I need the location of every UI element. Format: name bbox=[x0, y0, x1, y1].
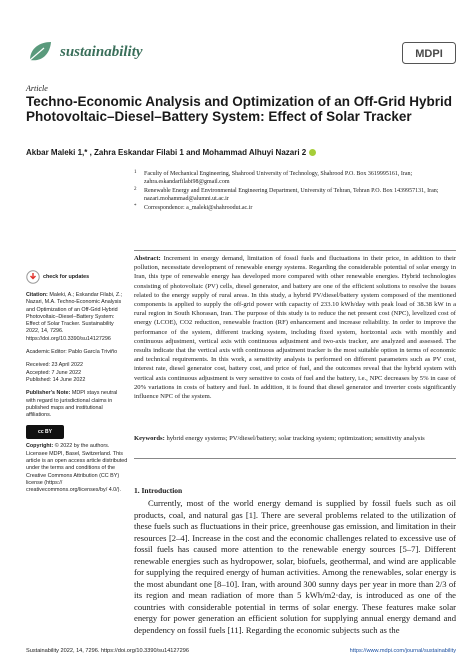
citation: Citation: Maleki, A.; Eskandar Filabi, Z.; Nazari, M.A. Techno-Economic Analysis and Optimization of an Off-Grid Hybrid Photovoltaic–Diesel–Battery System: Effect of Solar Tracker. Sustainability 2022, 14, 7296. https://doi.org/10.3390/su14127296 bbox=[26, 292, 123, 342]
journal-name: sustainability bbox=[60, 44, 143, 60]
received-date: Received: 23 April 2022 bbox=[26, 362, 83, 369]
section-heading: 1. Introduction bbox=[134, 486, 183, 495]
footer-citation: Sustainability 2022, 14, 7296. https://doi.org/10.3390/su14127296 bbox=[26, 648, 189, 654]
keywords-bottom-rule bbox=[134, 458, 456, 459]
cc-license-badge[interactable]: cc BY bbox=[26, 425, 64, 439]
check-updates-icon bbox=[26, 270, 40, 284]
keywords: Keywords: hybrid energy systems; PV/diesel/battery; solar tracking system; optimization; sensitivity analysis bbox=[134, 435, 425, 442]
article-type: Article bbox=[26, 84, 48, 93]
academic-editor: Academic Editor: Pablo García Triviño bbox=[26, 349, 118, 356]
affiliation-2: 2 Renewable Energy and Environmental Engineering Department, University of Tehran, Tehran P.O. Box 1439957131, Iran; nazari.mohammad@alumni.ut.ac.ir bbox=[134, 187, 439, 202]
accepted-date: Accepted: 7 June 2022 bbox=[26, 369, 82, 376]
svg-text:MDPI: MDPI bbox=[415, 48, 443, 60]
journal-header bbox=[26, 38, 456, 68]
check-for-updates-button[interactable]: check for updates bbox=[26, 270, 128, 284]
published-date: Published: 14 June 2022 bbox=[26, 376, 86, 383]
affiliations bbox=[134, 170, 454, 213]
journal-link[interactable]: https://www.mdpi.com/journal/sustainability bbox=[349, 648, 456, 654]
copyright: Copyright: © 2022 by the authors. Licensee MDPI, Basel, Switzerland. This article is an open access article distributed under the terms and conditions of the Creative Commons Attribution (CC BY) license (https:// creativecommons.org/licenses/by/ 4.0/). bbox=[26, 443, 128, 494]
article-title: Techno-Economic Analysis and Optimization of an Off-Grid Hybrid Photovoltaic–Diesel–Battery System: Effect of Solar Tracker bbox=[26, 94, 453, 124]
publisher-note: Publisher’s Note: MDPI stays neutral with regard to jurisdictional claims in published maps and institutional affiliations. bbox=[26, 390, 118, 419]
correspondence: * Correspondence: a_maleki@shahroodut.ac.ir bbox=[134, 204, 253, 211]
mdpi-logo-icon bbox=[402, 42, 456, 64]
article-sidebar bbox=[26, 270, 128, 501]
affiliation-1: 1 Faculty of Mechanical Engineering, Shahrood University of Technology, Shahrood P.O. Box 3619995161, Iran; zahra.eskandarfilabi98@gmail.com bbox=[134, 170, 413, 185]
introduction-text: Currently, most of the world energy demand is supplied by fossil fuels such as oil products, coal, and natural gas [1]. There are several problems related to the utilization of these fuels such as fluctuations in their price, greenhouse gas emission, and limitation in their resources [2–4]. Increase in the cost and the economic challenges related to excessive use of fossil fuels has caused more attention to the renewable energy sources [5–7]. Different renewable energies such as hydropower, solar, biofuels, geothermal, and wind are applicable for supplying the required energy of human activities. Among the renewables, solar energy is the most abundant one [8–10]. Iran, with around 300 sunny days per year in more than 2/3 of its region and mean radiation of more than 5 kWh/m2·day, is introduced as one of the countries with considerable potential in terms of solar energy. These features make solar energy for power generation an efficient solution for supplying annual energy demand and dependency on fossil fuels [11]. Regarding the economic subjects such as the bbox=[134, 498, 456, 635]
abstract-top-rule bbox=[134, 250, 456, 251]
author-list: Akbar Maleki 1,* , Zahra Eskandar Filabi 1 and Mohammad Alhuyi Nazari 2 bbox=[26, 148, 456, 157]
orcid-icon[interactable] bbox=[309, 149, 316, 156]
page-footer bbox=[26, 648, 456, 654]
leaf-logo-icon bbox=[26, 38, 54, 66]
abstract: Abstract: Increment in energy demand, limitation of fossil fuels and fluctuations in their price, in addition to their pollution, necessitate development of renewable energy systems. Regarding the considerable potential of solar energy in Iran, this type of renewable energy has developed more compared with other renewable energies. Hybrid technologies consisting of photovoltaic (PV) cells, diesel generator, and battery are one of the efficient solutions to resolve the issues related to the energy supply of rural areas. In this study, a hybrid PV/diesel/battery system composed of the mentioned components is applied to supply the off-grid power with capacity of 233.10 kWh/day with peak load of 38.38 kW in a rural region in South Khorasan, Iran. The purpose of this study is to reduce the net present cost (NPC), levelized cost of energy (LCOE), CO2 reduction, renewable fraction (RF) enhancement and increase reliability. In order to improve the performance of the system, different tracking system, including fixed system, horizontal axis with monthly and continuous adjustment, vertical axis with continuous adjustment and two-axis tracker, are analyzed and assessed. The results indicate that the vertical axis with continuous adjustment tracker is the most suitable option in terms of economic and technical requirements. In this work, a sensitivity analysis is performed on different parameters such as PV cost, interest rate, diesel generator cost, battery cost, and price of fuel, and the outcomes reveal that the hybrid system with vertical axis continuous adjustment is very sensitive to costs of fuel and the battery, i.e., NPC decreases by 5% in case of 20% variations in costs of battery and fuel. In addition, it is found that diesel generator and inverter costs significantly influence NPC of the system. bbox=[134, 255, 456, 401]
